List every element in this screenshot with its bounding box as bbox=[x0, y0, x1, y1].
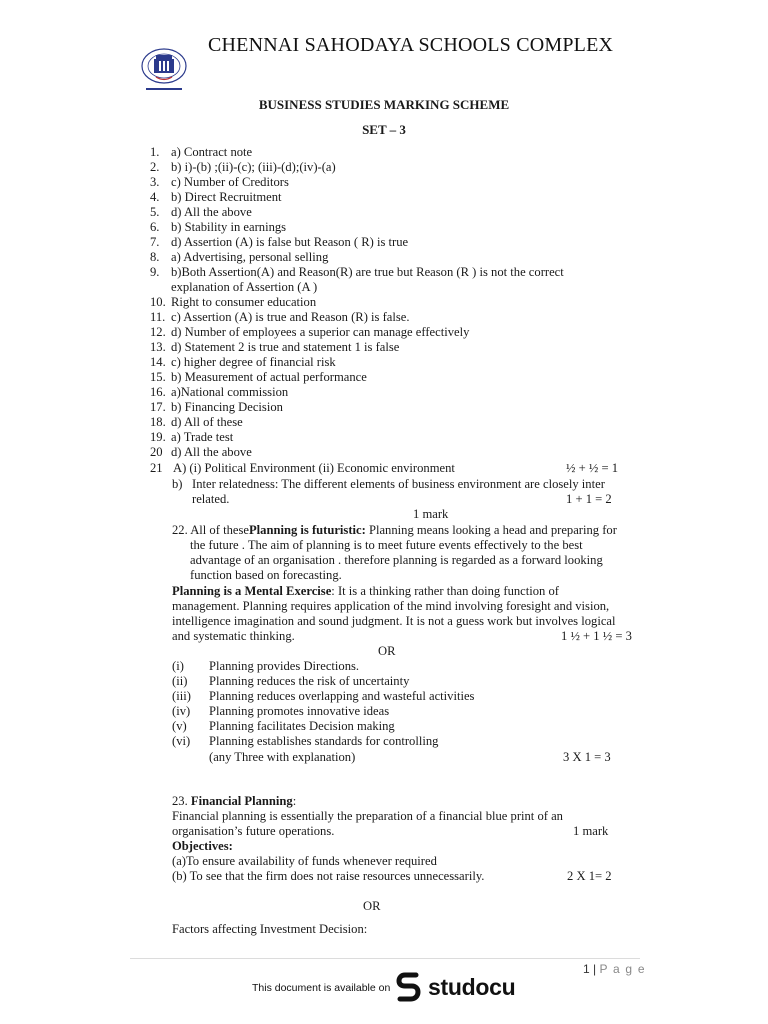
school-name-heading: CHENNAI SAHODAYA SCHOOLS COMPLEX bbox=[208, 34, 614, 56]
availability-text: This document is available on bbox=[252, 982, 391, 994]
q23-objectives-heading: Objectives: bbox=[172, 839, 233, 853]
q23-objectives-marks: 2 X 1= 2 bbox=[567, 869, 612, 883]
q21-part-b-line1: Inter relatedness: The different elements of business environment are closely inter bbox=[192, 477, 605, 491]
q23-heading: 23. Financial Planning: bbox=[172, 794, 297, 808]
q21-a-marks: ½ + ½ = 1 bbox=[566, 461, 618, 475]
footer-divider bbox=[130, 958, 640, 959]
q22-line3: advantage of an organisation . therefore planning is regarded as a forward looking bbox=[190, 553, 603, 567]
q22-points-marks: 3 X 1 = 3 bbox=[563, 750, 611, 764]
studocu-brand-text: studocu bbox=[428, 973, 516, 1000]
q22-line1: 22. All of thesePlanning is futuristic: Planning means looking a head and preparing for bbox=[172, 523, 617, 537]
q22-mental-marks: 1 ½ + 1 ½ = 3 bbox=[561, 629, 632, 643]
page-number: 1 | P a g e bbox=[583, 962, 646, 976]
document-page: CHENNAI SAHODAYA SCHOOLS COMPLEX BUSINESS STUDIES MARKING SCHEME SET – 3 1. a) Contract note 2. b) i)-(b) ;(ii)-(c); (iii)-(d);(iv)-(a) 3. c) Number of Creditors 4. b) Direct Recruitment 5. d) All the above 6. b) Stability in earnings 7. d) Assertion (A) is false but Reason ( R) is true 8. a) Advertising, personal selling 9. b)Both Assertion(A) and Reason(R) are true but Reason (R ) is not the correct explanation of Assertion (A ) 10. Right to consumer education 11. c) Assertion (A) is true and Reason (R) is false. 12. d) Number of employees a superior can manage effectively 13. d) Statement 2 is true and statement 1 is false 14. c) higher degree of financial risk 15. b) Measurement of actual performance 16. a)National commission 17. b) Financing Decision 18. d) All of these 19. a) Trade test 20 d) All the above 21 A) (i) Political Environment (ii) Economic environment ½ + ½ = 1 b) Inter relatedness: The different elements of business environment are closely inter related. 1 + 1 = 2 1 mark 22. All of thesePlanning is futuristic: Planning means looking a head and preparing for the future . The aim of planning is to meet future events effectively to the best advantage of an organisation . therefore planning is regarded as a forward looking function based on forecasting. Planning is a Mental Exercise: It is a thinking rather than doing function of management. Planning requires application of the mind involving foresight and vision, intelligence imagination and sound judgment. It is not a guess work but involves logical and systematic thinking. 1 ½ + 1 ½ = 3 OR (i) Planning provides Directions. (ii) Planning reduces the risk of uncertainty (iii) Planning reduces overlapping and wasteful activities (iv) Planning promotes innovative ideas (v) Planning facilitates Decision making (vi) Planning establishes standards for controlling (any Three with explanation) 3 X 1 = 3 23. Financial Planning: Financial planning is essentially the preparation of a financial blue print of an organisation’s future operations. 1 mark Objectives: (a)To ensure availability of funds whenever required (b) To see that the firm does not raise resources unnecessarily. 2 X 1= 2 OR Factors affecting Investment Decision: 1 | P a g e This document is available on studocu bbox=[0, 0, 768, 1024]
studocu-brand-link[interactable] bbox=[396, 971, 515, 1003]
q21-part-b-line2: related. bbox=[192, 492, 230, 506]
q22-mental-line1: Planning is a Mental Exercise: It is a thinking rather than doing function of bbox=[172, 584, 559, 598]
q23-objective-2: (b) To see that the firm does not raise resources unnecessarily. bbox=[172, 869, 485, 883]
q23-line1: Financial planning is essentially the preparation of a financial blue print of an bbox=[172, 809, 563, 823]
q22-line2: the future . The aim of planning is to meet future events effectively to the best bbox=[190, 538, 583, 552]
q22-or: OR bbox=[378, 644, 396, 658]
q23-line2-marks: 1 mark bbox=[573, 824, 609, 838]
q21-b-marks: 1 + 1 = 2 bbox=[566, 492, 612, 506]
q23-objective-1: (a)To ensure availability of funds whenever required bbox=[172, 854, 437, 868]
q23-factors-heading: Factors affecting Investment Decision: bbox=[172, 922, 368, 936]
q21-part-b-label: b) bbox=[172, 477, 183, 491]
q22-mental-line4: and systematic thinking. bbox=[172, 629, 295, 643]
q22-mental-line3: intelligence imagination and sound judgment. It is not a guess work but involves logical bbox=[172, 614, 616, 628]
school-logo bbox=[136, 47, 192, 95]
q21-mark-note: 1 mark bbox=[413, 507, 449, 521]
q22-line4: function based on forecasting. bbox=[190, 568, 342, 582]
q23-or: OR bbox=[363, 899, 381, 913]
q22-mental-line2: management. Planning requires application of the mind involving foresight and vision, bbox=[172, 599, 610, 613]
set-label: SET – 3 bbox=[362, 122, 406, 137]
q22-any-three: (any Three with explanation) bbox=[209, 750, 356, 764]
studocu-logo-icon bbox=[396, 972, 422, 1002]
document-title: BUSINESS STUDIES MARKING SCHEME bbox=[258, 97, 510, 112]
q23-line2: organisation’s future operations. bbox=[172, 824, 335, 838]
